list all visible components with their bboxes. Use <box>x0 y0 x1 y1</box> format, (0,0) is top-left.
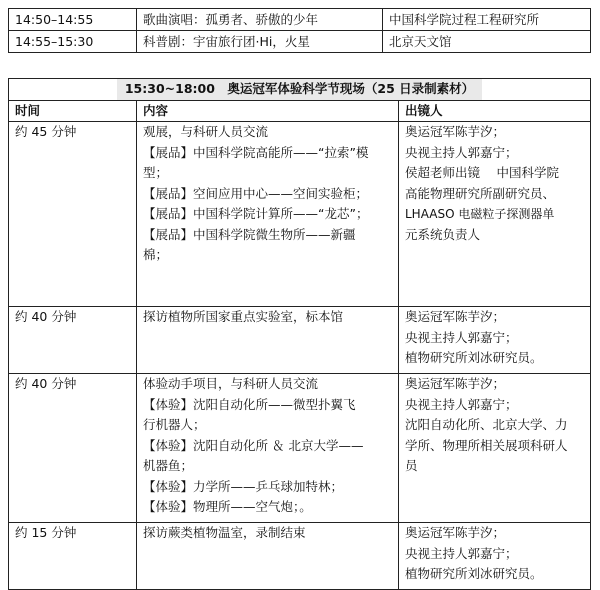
header-guests: 出镜人 <box>399 100 591 122</box>
time-cell: 约 40 分钟 <box>9 374 137 523</box>
top-schedule-table <box>8 8 591 53</box>
banner-row <box>9 79 591 101</box>
content-cell <box>137 523 399 590</box>
guest-line: 奥运冠军陈芋汐； <box>405 124 506 139</box>
content-line: 型； <box>143 165 169 180</box>
guest-line: 央视主持人郭嘉宁； <box>405 396 518 412</box>
content-line: 行机器人； <box>143 417 206 432</box>
content-line: 【展品】空间应用中心——空间实验柜； <box>143 185 369 201</box>
content-line: 【展品】中国科学院微生物所——新疆 <box>143 226 356 242</box>
guest-line: 奥运冠军陈芋汐； <box>405 525 506 540</box>
place-cell: 中国科学院过程工程研究所 <box>383 9 591 31</box>
content-cell <box>137 374 399 523</box>
guests-cell <box>399 374 591 523</box>
content-line: 探访植物所国家重点实验室，标本馆 <box>143 309 344 324</box>
content-line: 【体验】沈阳自动化所 ＆ 北京大学—— <box>143 437 364 453</box>
guest-line: 元系统负责人 <box>405 226 481 242</box>
guest-line: 央视主持人郭嘉宁； <box>405 545 518 561</box>
content-cell <box>137 307 399 374</box>
guest-line: 学所、物理所相关展项科研人 <box>405 437 568 453</box>
guest-line: 奥运冠军陈芋汐； <box>405 309 506 324</box>
main-schedule-table <box>8 78 591 590</box>
table-row <box>9 122 591 307</box>
time-cell: 约 15 分钟 <box>9 523 137 590</box>
guest-line: 员 <box>405 458 418 473</box>
guest-line: LHAASO 电磁粒子探测器单 <box>405 207 555 221</box>
guests-cell <box>399 307 591 374</box>
section-banner-text: 15:30~18:00 奥运冠军体验科学节现场（25 日录制素材） <box>117 79 482 100</box>
content-cell <box>137 122 399 307</box>
header-time: 时间 <box>9 100 137 122</box>
content-line: 【体验】沈阳自动化所——微型扑翼飞 <box>143 396 356 412</box>
guest-line: 央视主持人郭嘉宁； <box>405 329 518 345</box>
guest-line: 央视主持人郭嘉宁； <box>405 144 518 160</box>
content-line: 探访蕨类植物温室，录制结束 <box>143 525 306 540</box>
table-row <box>9 374 591 523</box>
table-row <box>9 307 591 374</box>
content-line: 体验动手项目，与科研人员交流 <box>143 376 319 391</box>
header-row <box>9 100 591 122</box>
time-cell: 14:55–15:30 <box>9 31 137 53</box>
section-banner <box>9 79 591 101</box>
content-line: 【体验】物理所——空气炮；。 <box>143 499 312 514</box>
time-cell: 14:50–14:55 <box>9 9 137 31</box>
content-cell: 科普剧：宇宙旅行团·Hi，火星 <box>137 31 383 53</box>
guests-cell <box>399 523 591 590</box>
guest-line: 奥运冠军陈芋汐； <box>405 376 506 391</box>
content-cell: 歌曲演唱：孤勇者、骄傲的少年 <box>137 9 383 31</box>
guest-line: 高能物理研究所副研究员、 <box>405 185 556 201</box>
content-line: 机器鱼； <box>143 458 194 473</box>
guest-line: 沈阳自动化所、北京大学、力 <box>405 417 568 432</box>
guest-line: 植物研究所刘冰研究员。 <box>405 350 543 365</box>
guest-line: 植物研究所刘冰研究员。 <box>405 566 543 581</box>
content-line: 【展品】中国科学院高能所——“拉索”模 <box>143 144 369 160</box>
content-line: 观展，与科研人员交流 <box>143 124 269 139</box>
table-row <box>9 9 591 31</box>
content-line: 棉； <box>143 247 169 262</box>
place-cell: 北京天文馆 <box>383 31 591 53</box>
table-row <box>9 31 591 53</box>
time-cell: 约 45 分钟 <box>9 122 137 307</box>
guests-cell <box>399 122 591 307</box>
table-row <box>9 523 591 590</box>
time-cell: 约 40 分钟 <box>9 307 137 374</box>
content-line: 【体验】力学所——乒乓球加特林； <box>143 478 344 494</box>
content-line: 【展品】中国科学院计算所——“龙芯”； <box>143 206 369 221</box>
header-content: 内容 <box>137 100 399 122</box>
guest-line: 侯超老师出镜 中国科学院 <box>405 165 559 180</box>
